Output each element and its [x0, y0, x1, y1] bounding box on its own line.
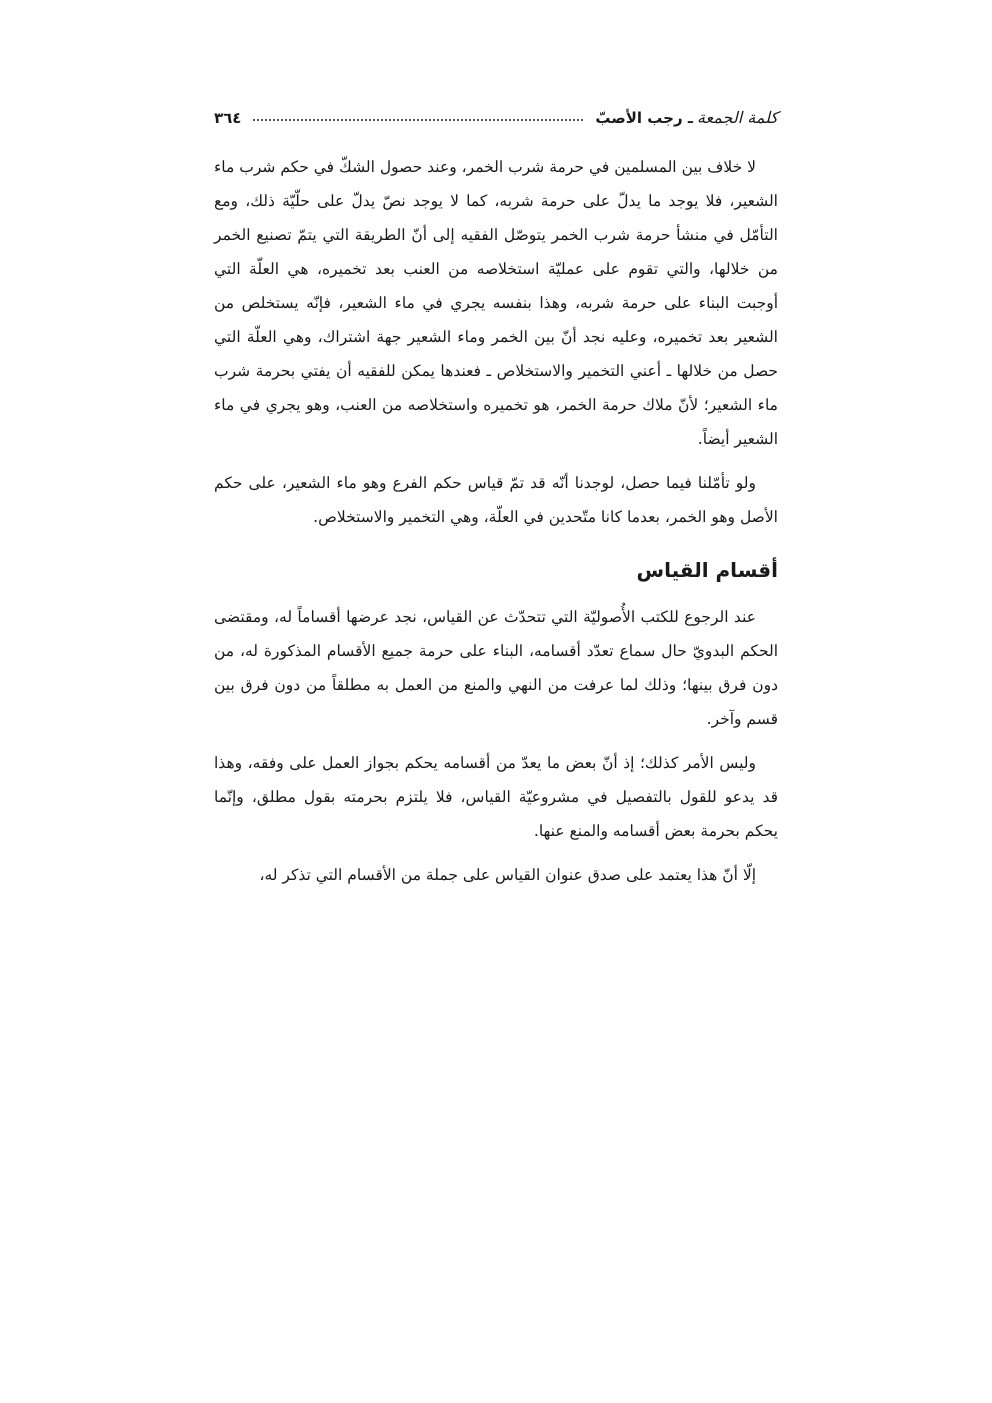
- page-header: [214, 100, 778, 136]
- page-body: [214, 150, 778, 902]
- header-dotted-leader: [253, 119, 583, 121]
- page-number: ٣٦٤: [214, 109, 242, 127]
- section-heading: أقسام القياس: [636, 558, 778, 582]
- header-title: [595, 110, 778, 126]
- paragraph: إلّا أنّ هذا يعتمد على صدق عنوان القياس على جملة من الأقسام التي تذكر له،: [259, 866, 756, 884]
- paragraph: وليس الأمر كذلك؛ إذ أنّ بعض ما يعدّ من أقسامه يحكم بجواز العمل على وفقه، وهذا قد يدعو للقول بالتفصيل في مشروعيّة القياس، فلا يلتزم بحرمته بقول مطلق، وإنّما يحكم بحرمة بعض أقسامه والمنع عنها.: [214, 754, 778, 840]
- paragraph: عند الرجوع للكتب الأُصوليّة التي تتحدّث عن القياس، نجد عرضها أقساماً له، ومقتضى الحكم البدويّ حال سماع تعدّد أقسامه، البناء على حرمة جميع الأقسام المذكورة له، من دون فرق بينها؛ وذلك لما عرفت من النهي والمنع من العمل به مطلقاً من دون فرق بين قسم وآخر.: [214, 608, 778, 728]
- book-subtitle: ـ رجب الأصبّ: [595, 109, 693, 127]
- paragraph: ولو تأمّلنا فيما حصل، لوجدنا أنّه قد تمّ قياس حكم الفرع وهو ماء الشعير، على حكم الأصل وهو الخمر، بعدما كانا متّحدين في العلّة، وهي التخمير والاستخلاص.: [214, 474, 778, 526]
- paragraph: لا خلاف بين المسلمين في حرمة شرب الخمر، وعند حصول الشكّ في حكم شرب ماء الشعير، فلا يوجد ما يدلّ على حرمة شربه، كما لا يوجد نصّ يدلّ على حلّيّة ذلك، ومع التأمّل في منشأ حرمة شرب الخمر يتوصّل الفقيه إلى أنّ الطريقة التي يتمّ تصنيع الخمر من خلالها، والتي تقوم على عمليّة استخلاصه من العنب بعد تخميره، هي العلّة التي أوجبت البناء على حرمة شربه، وهذا بنفسه يجري في ماء الشعير، فإنّه يستخلص من الشعير بعد تخميره، وعليه نجد أنّ بين الخمر وماء الشعير جهة اشتراك، وهي العلّة التي حصل من خلالها ـ أعني التخمير والاستخلاص ـ فعندها يمكن للفقيه أن يفتي بحرمة شرب ماء الشعير؛ لأنّ ملاك حرمة الخمر، هو تخميره واستخلاصه من العنب، وهو يجري في ماء الشعير أيضاً.: [214, 158, 778, 448]
- book-logo: كلمة الجمعة: [696, 108, 778, 127]
